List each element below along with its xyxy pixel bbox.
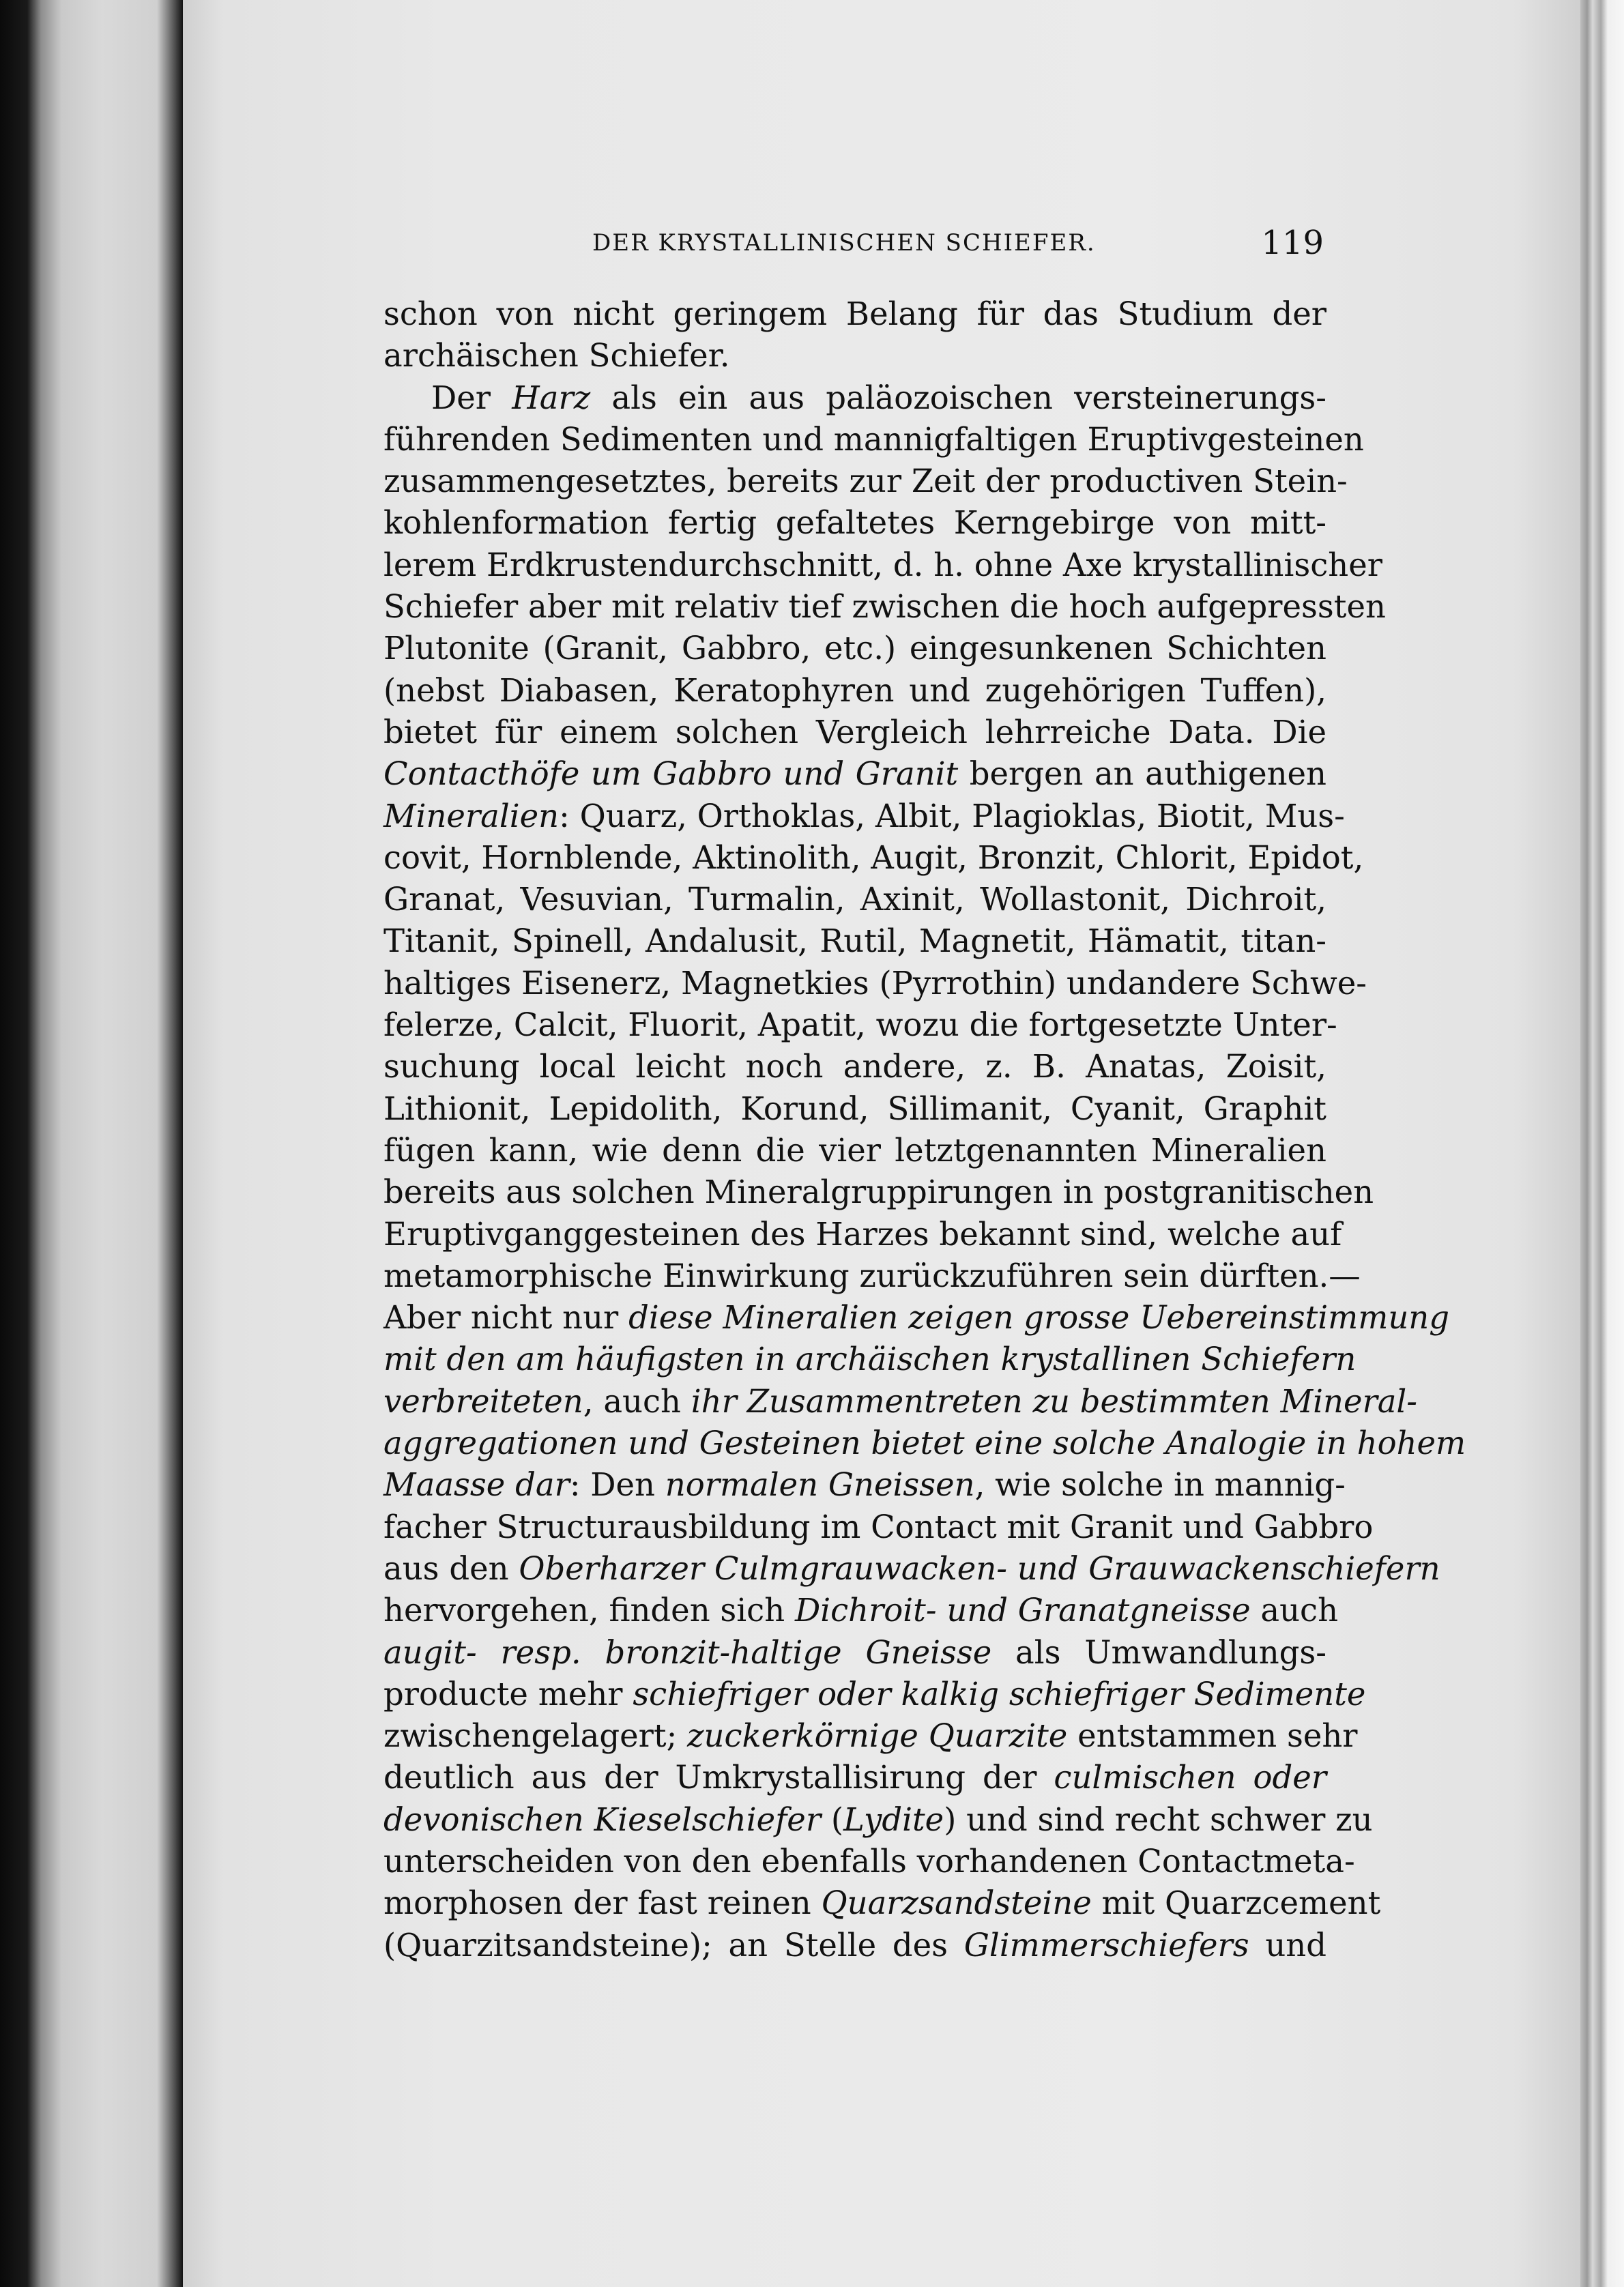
text-run: Eruptivganggesteinen des Harzes bekannt sind, welche auf (383, 1215, 1342, 1253)
text-line (383, 1004, 1337, 1046)
text-run: Der (431, 379, 512, 416)
text-run: aus den (383, 1549, 519, 1587)
text-line (383, 1339, 1357, 1380)
body-text (383, 293, 1466, 1966)
italic-text: ihr Zusammentreten zu bestimmten Mineral- (691, 1382, 1418, 1420)
text-line (383, 1171, 1374, 1213)
text-run: metamorphische Einwirkung zurückzuführen sein dürften.— (383, 1257, 1361, 1294)
italic-text: Dichroit- und Granatgneisse (794, 1592, 1251, 1629)
text-run: suchung local leicht noch andere, z. B. Anatas, Zoisit, (383, 1048, 1326, 1086)
running-head: DER KRYSTALLINISCHEN SCHIEFER. (592, 229, 1096, 257)
text-line (383, 712, 1326, 753)
text-line (383, 1464, 1346, 1506)
text-line (383, 1841, 1355, 1882)
page-edge (1580, 0, 1624, 2287)
text-run: als ein aus paläozoischen versteinerungs- (590, 379, 1327, 416)
text-run: kohlenformation fertig gefaltetes Kerngebirge von mitt- (383, 504, 1326, 542)
text-run: , auch (583, 1382, 691, 1420)
italic-text: aggregationen und Gesteinen bietet eine solche Analogie in hohem (383, 1425, 1466, 1462)
text-line (383, 1423, 1466, 1464)
text-line (383, 796, 1345, 837)
text-run: : Quarz, Orthoklas, Albit, Plagioklas, Biotit, Mus- (559, 797, 1345, 834)
text-run: bereits aus solchen Mineralgruppirungen in postgranitischen (383, 1174, 1374, 1211)
text-run: als Umwandlungs- (991, 1633, 1326, 1671)
italic-text: Quarzsandsteine (821, 1884, 1092, 1922)
text-line (383, 544, 1382, 586)
text-run: Lithionit, Lepidolith, Korund, Sillimanit, Cyanit, Graphit (383, 1090, 1326, 1127)
italic-text: Maasse dar (383, 1466, 570, 1504)
text-run: Plutonite (Granit, Gabbro, etc.) eingesunkenen Schichten (383, 630, 1326, 667)
italic-text: Contacthöfe um Gabbro und Granit (383, 755, 959, 793)
text-line (383, 1506, 1374, 1548)
text-run: bietet für einem solchen Vergleich lehrreiche Data. Die (383, 713, 1326, 751)
italic-text: devonischen Kieselschiefer (383, 1801, 822, 1838)
text-run: deutlich aus der Umkrystallisirung der (383, 1759, 1054, 1796)
text-line (383, 1674, 1366, 1715)
italic-text: normalen Gneissen (665, 1466, 975, 1504)
text-run: facher Structurausbildung im Contact mit Granit und Gabbro (383, 1508, 1374, 1545)
text-line (383, 1590, 1339, 1631)
text-line (383, 1088, 1326, 1130)
italic-text: Lydite (843, 1801, 944, 1838)
text-run: mit Quarzcement (1091, 1884, 1381, 1922)
text-line (383, 1548, 1440, 1590)
text-line (383, 1632, 1326, 1674)
page-header (388, 224, 1324, 265)
text-run: schon von nicht geringem Belang für das Studium der (383, 295, 1326, 332)
text-line (383, 1046, 1326, 1088)
italic-text: diese Mineralien zeigen grosse Uebereinstimmung (628, 1299, 1450, 1337)
italic-text: zuckerkörnige Quarzite (687, 1717, 1068, 1755)
text-line (383, 419, 1364, 461)
text-run: entstammen sehr (1067, 1717, 1358, 1755)
text-line (383, 502, 1326, 544)
italic-text: augit- resp. bronzit-haltige Gneisse (383, 1633, 992, 1671)
italic-text: verbreiteten (383, 1382, 583, 1420)
text-run: lerem Erdkrustendurchschnitt, d. h. ohne Axe krystallinischer (383, 546, 1382, 583)
text-run: covit, Hornblende, Aktinolith, Augit, Bronzit, Chlorit, Epidot, (383, 839, 1364, 876)
text-run: : Den (569, 1466, 665, 1504)
text-run: Schiefer aber mit relativ tief zwischen die hoch aufgepressten (383, 588, 1386, 626)
text-line (383, 670, 1326, 712)
text-line (383, 837, 1364, 879)
book-spine-shadow (0, 0, 183, 2287)
text-run: auch (1250, 1592, 1339, 1629)
text-line (383, 1882, 1381, 1924)
text-run: zusammengesetztes, bereits zur Zeit der productiven Stein- (383, 463, 1348, 500)
text-line (383, 1130, 1326, 1171)
italic-text: Oberharzer Culmgrauwacken- und Grauwackenschiefern (519, 1549, 1440, 1587)
text-line (383, 920, 1326, 962)
italic-text: Glimmerschiefers (963, 1926, 1249, 1964)
text-run: morphosen der fast reinen (383, 1884, 822, 1922)
text-run: bergen an authigenen (958, 755, 1327, 793)
text-run: archäischen Schiefer. (383, 337, 730, 375)
text-run: Aber nicht nur (383, 1299, 629, 1337)
text-run: , wie solche in mannig- (974, 1466, 1346, 1504)
text-line (383, 1925, 1326, 1966)
italic-text: Mineralien (383, 797, 560, 834)
italic-text: Harz (512, 379, 591, 416)
text-run: Granat, Vesuvian, Turmalin, Axinit, Wollastonit, Dichroit, (383, 881, 1326, 918)
text-line (383, 1381, 1418, 1423)
text-line (383, 1799, 1373, 1841)
text-line (383, 335, 1326, 377)
text-run: unterscheiden von den ebenfalls vorhandenen Contactmeta- (383, 1842, 1355, 1880)
text-run: und (1249, 1926, 1326, 1964)
italic-text: schiefriger oder kalkig schiefriger Sedimente (633, 1675, 1366, 1713)
text-line (383, 1297, 1450, 1339)
text-line (383, 1214, 1342, 1255)
italic-text: culmischen oder (1054, 1759, 1327, 1796)
text-line (383, 293, 1326, 335)
page-number: 119 (1261, 224, 1324, 262)
text-run: ) und sind recht schwer zu (944, 1801, 1373, 1838)
text-run: ( (821, 1801, 843, 1838)
text-run: hervorgehen, finden sich (383, 1592, 795, 1629)
text-line (383, 1757, 1326, 1798)
text-line (383, 628, 1326, 669)
text-line (383, 879, 1326, 920)
text-line (383, 753, 1326, 795)
italic-text: mit den am häufigsten in archäischen krystallinen Schiefern (383, 1341, 1357, 1378)
text-run: haltiges Eisenerz, Magnetkies (Pyrrothin) undandere Schwe- (383, 964, 1367, 1002)
text-line (383, 586, 1386, 628)
text-line (383, 1255, 1361, 1297)
text-run: (Quarzitsandsteine); an Stelle des (383, 1926, 964, 1964)
text-run: zwischengelagert; (383, 1717, 688, 1755)
text-line (383, 377, 1326, 419)
text-run: producte mehr (383, 1675, 633, 1713)
text-run: (nebst Diabasen, Keratophyren und zugehörigen Tuffen), (383, 671, 1326, 709)
text-line (383, 963, 1367, 1004)
text-run: Titanit, Spinell, Andalusit, Rutil, Magnetit, Hämatit, titan- (383, 922, 1326, 960)
text-run: felerze, Calcit, Fluorit, Apatit, wozu die fortgesetzte Unter- (383, 1006, 1337, 1044)
text-run: fügen kann, wie denn die vier letztgenannten Mineralien (383, 1131, 1326, 1169)
text-line (383, 1715, 1358, 1757)
text-run: führenden Sedimenten und mannigfaltigen Eruptivgesteinen (383, 420, 1364, 458)
text-line (383, 461, 1348, 502)
